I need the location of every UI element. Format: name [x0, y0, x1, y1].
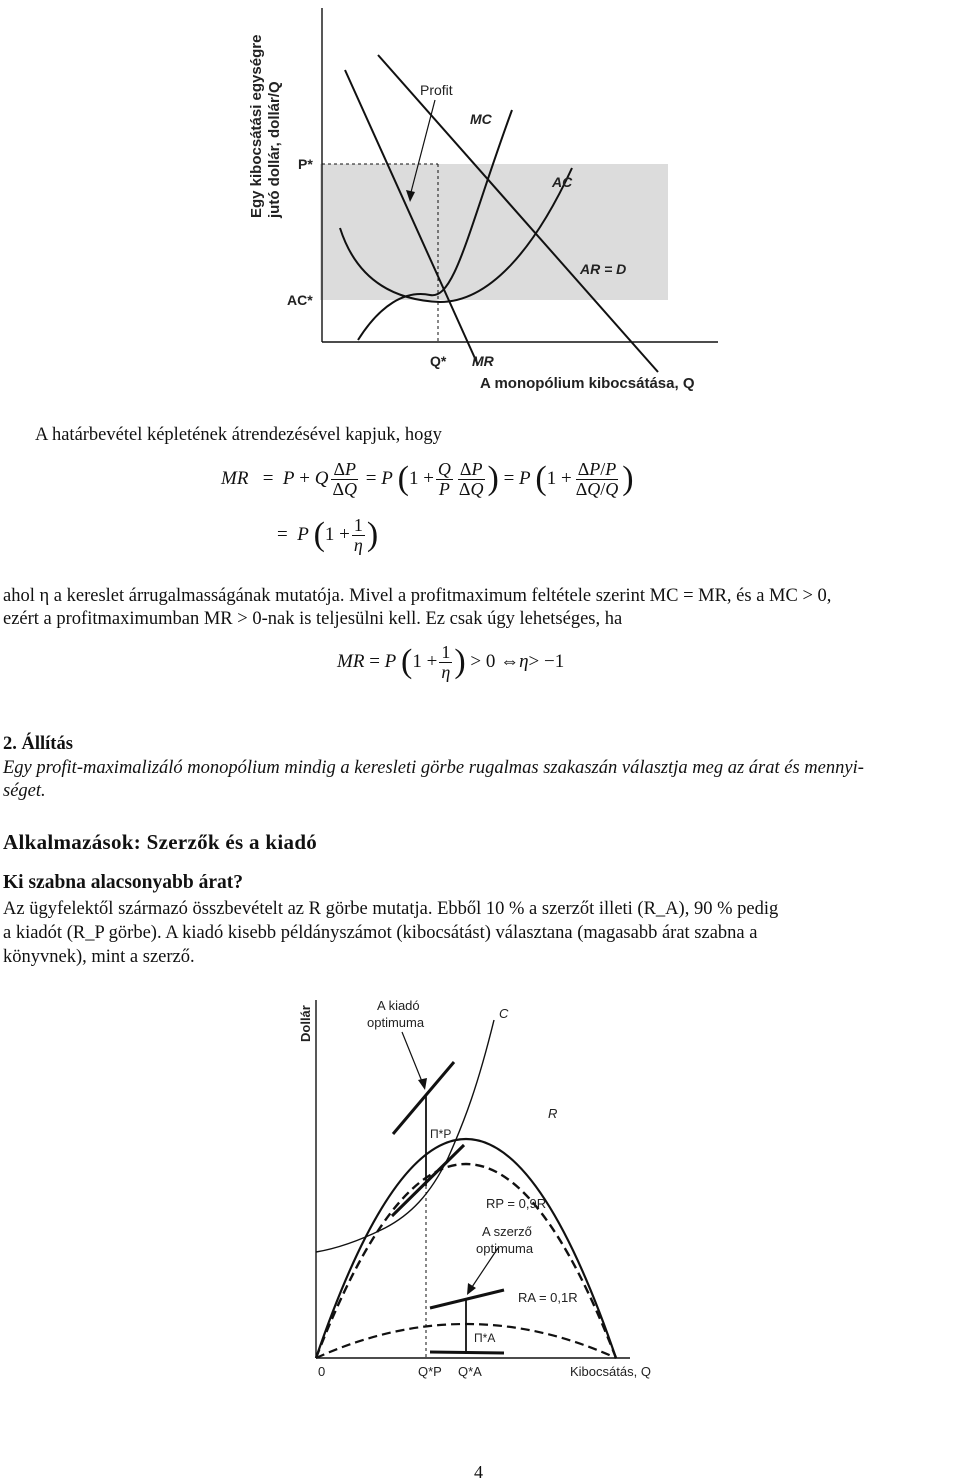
- y-axis-label: Dollár: [298, 1005, 313, 1042]
- paragraph-1-line-1: ahol η a kereslet árrugalmasságának mutatója. Mivel a profitmaximum feltétele szerint MC = MR, és a MC > 0,: [3, 586, 832, 606]
- publisher-opt-label-1: A kiadó: [377, 998, 420, 1013]
- paragraph-2-line-3: könyvnek), mint a szerző.: [3, 947, 195, 967]
- qstar-label: Q*: [430, 353, 447, 369]
- zero-label: 0: [318, 1364, 326, 1379]
- paragraph-1-line-2: ezért a profitmaximumban MR > 0-nak is teljesülni kell. Ez csak úgy lehetséges, ha: [3, 609, 623, 629]
- c-label: C: [499, 1006, 509, 1021]
- mr-derivation-line2: = P ( 1 + $\frac{1}{\eta}$ ): [277, 515, 379, 555]
- monopoly-profit-chart: [230, 0, 730, 400]
- claim-line-2: séget.: [3, 781, 46, 801]
- author-opt-arrowhead: [467, 1283, 476, 1295]
- y-axis-label-1: Egy kibocsátási egységre: [248, 34, 265, 218]
- ard-label: AR = D: [580, 261, 627, 277]
- pi-p-label: Π*P: [430, 1127, 452, 1141]
- pstar-label: P*: [298, 156, 313, 172]
- paragraph-2-line-1: Az ügyfelektől származó összbevételt az R görbe mutatja. Ebből 10 % a szerzőt illeti (R_A), 90 % pedig: [3, 899, 779, 919]
- publisher-opt-label-2: optimuma: [367, 1015, 425, 1030]
- author-publisher-chart: [280, 990, 680, 1390]
- rp-label: RP = 0,9R: [486, 1196, 547, 1211]
- x-axis-label: Kibocsátás, Q: [570, 1364, 651, 1379]
- mr-label: MR: [472, 353, 494, 369]
- claim-title: 2. Állítás: [3, 734, 73, 754]
- subsection-title: Ki szabna alacsonyabb árat?: [3, 872, 243, 893]
- cost-curve: [316, 1020, 494, 1252]
- acstar-label: AC*: [287, 292, 313, 308]
- profit-label: Profit: [420, 82, 453, 98]
- publisher-tangent-bottom: [392, 1145, 464, 1216]
- intro-text: A határbevétel képletének átrendezésével kapjuk, hogy: [35, 425, 442, 445]
- author-opt-label-1: A szerző: [482, 1224, 532, 1239]
- author-tangent-top: [430, 1290, 504, 1308]
- paragraph-2-line-2: a kiadót (R_P görbe). A kiadó kisebb példányszámot (kibocsátást) választana (magasabb árat szabna a: [3, 923, 758, 943]
- publisher-tangent-top: [393, 1062, 454, 1134]
- qa-label: Q*A: [458, 1364, 482, 1379]
- qp-label: Q*P: [418, 1364, 442, 1379]
- mc-label: MC: [470, 111, 492, 127]
- mr-condition-equation: MR = P ( 1 + $\frac{1}{\eta}$ ) > 0 ⇔ η > −1: [337, 642, 565, 682]
- mr-derivation-line1: MR = P + Q $\frac{\Delta P}{\Delta Q}$ = P ( 1 + $\frac{Q}{P}$ $\frac{\Delta P}{\Delta Q}$ ) = P ( 1 + $\frac{\Delta P/P}{\Delta Q/Q}$ ): [221, 459, 634, 499]
- r-label: R: [548, 1106, 558, 1121]
- y-axis-label-2: jutó dollár, dollár/Q: [266, 81, 283, 218]
- ra-label: RA = 0,1R: [518, 1290, 578, 1305]
- author-opt-label-2: optimuma: [476, 1241, 534, 1256]
- ac-label: AC: [552, 174, 573, 190]
- publisher-opt-arrow: [402, 1032, 423, 1084]
- page-number: 4: [474, 1462, 483, 1482]
- author-tangent-bottom: [430, 1352, 504, 1353]
- section-title: Alkalmazások: Szerzők és a kiadó: [3, 830, 318, 854]
- publisher-opt-arrowhead: [418, 1078, 427, 1090]
- pi-a-label: Π*A: [474, 1331, 496, 1345]
- claim-line-1: Egy profit-maximalizáló monopólium mindig a keresleti görbe rugalmas szakaszán választja meg az árat és mennyi-: [3, 758, 864, 778]
- x-axis-label: A monopólium kibocsátása, Q: [480, 375, 695, 392]
